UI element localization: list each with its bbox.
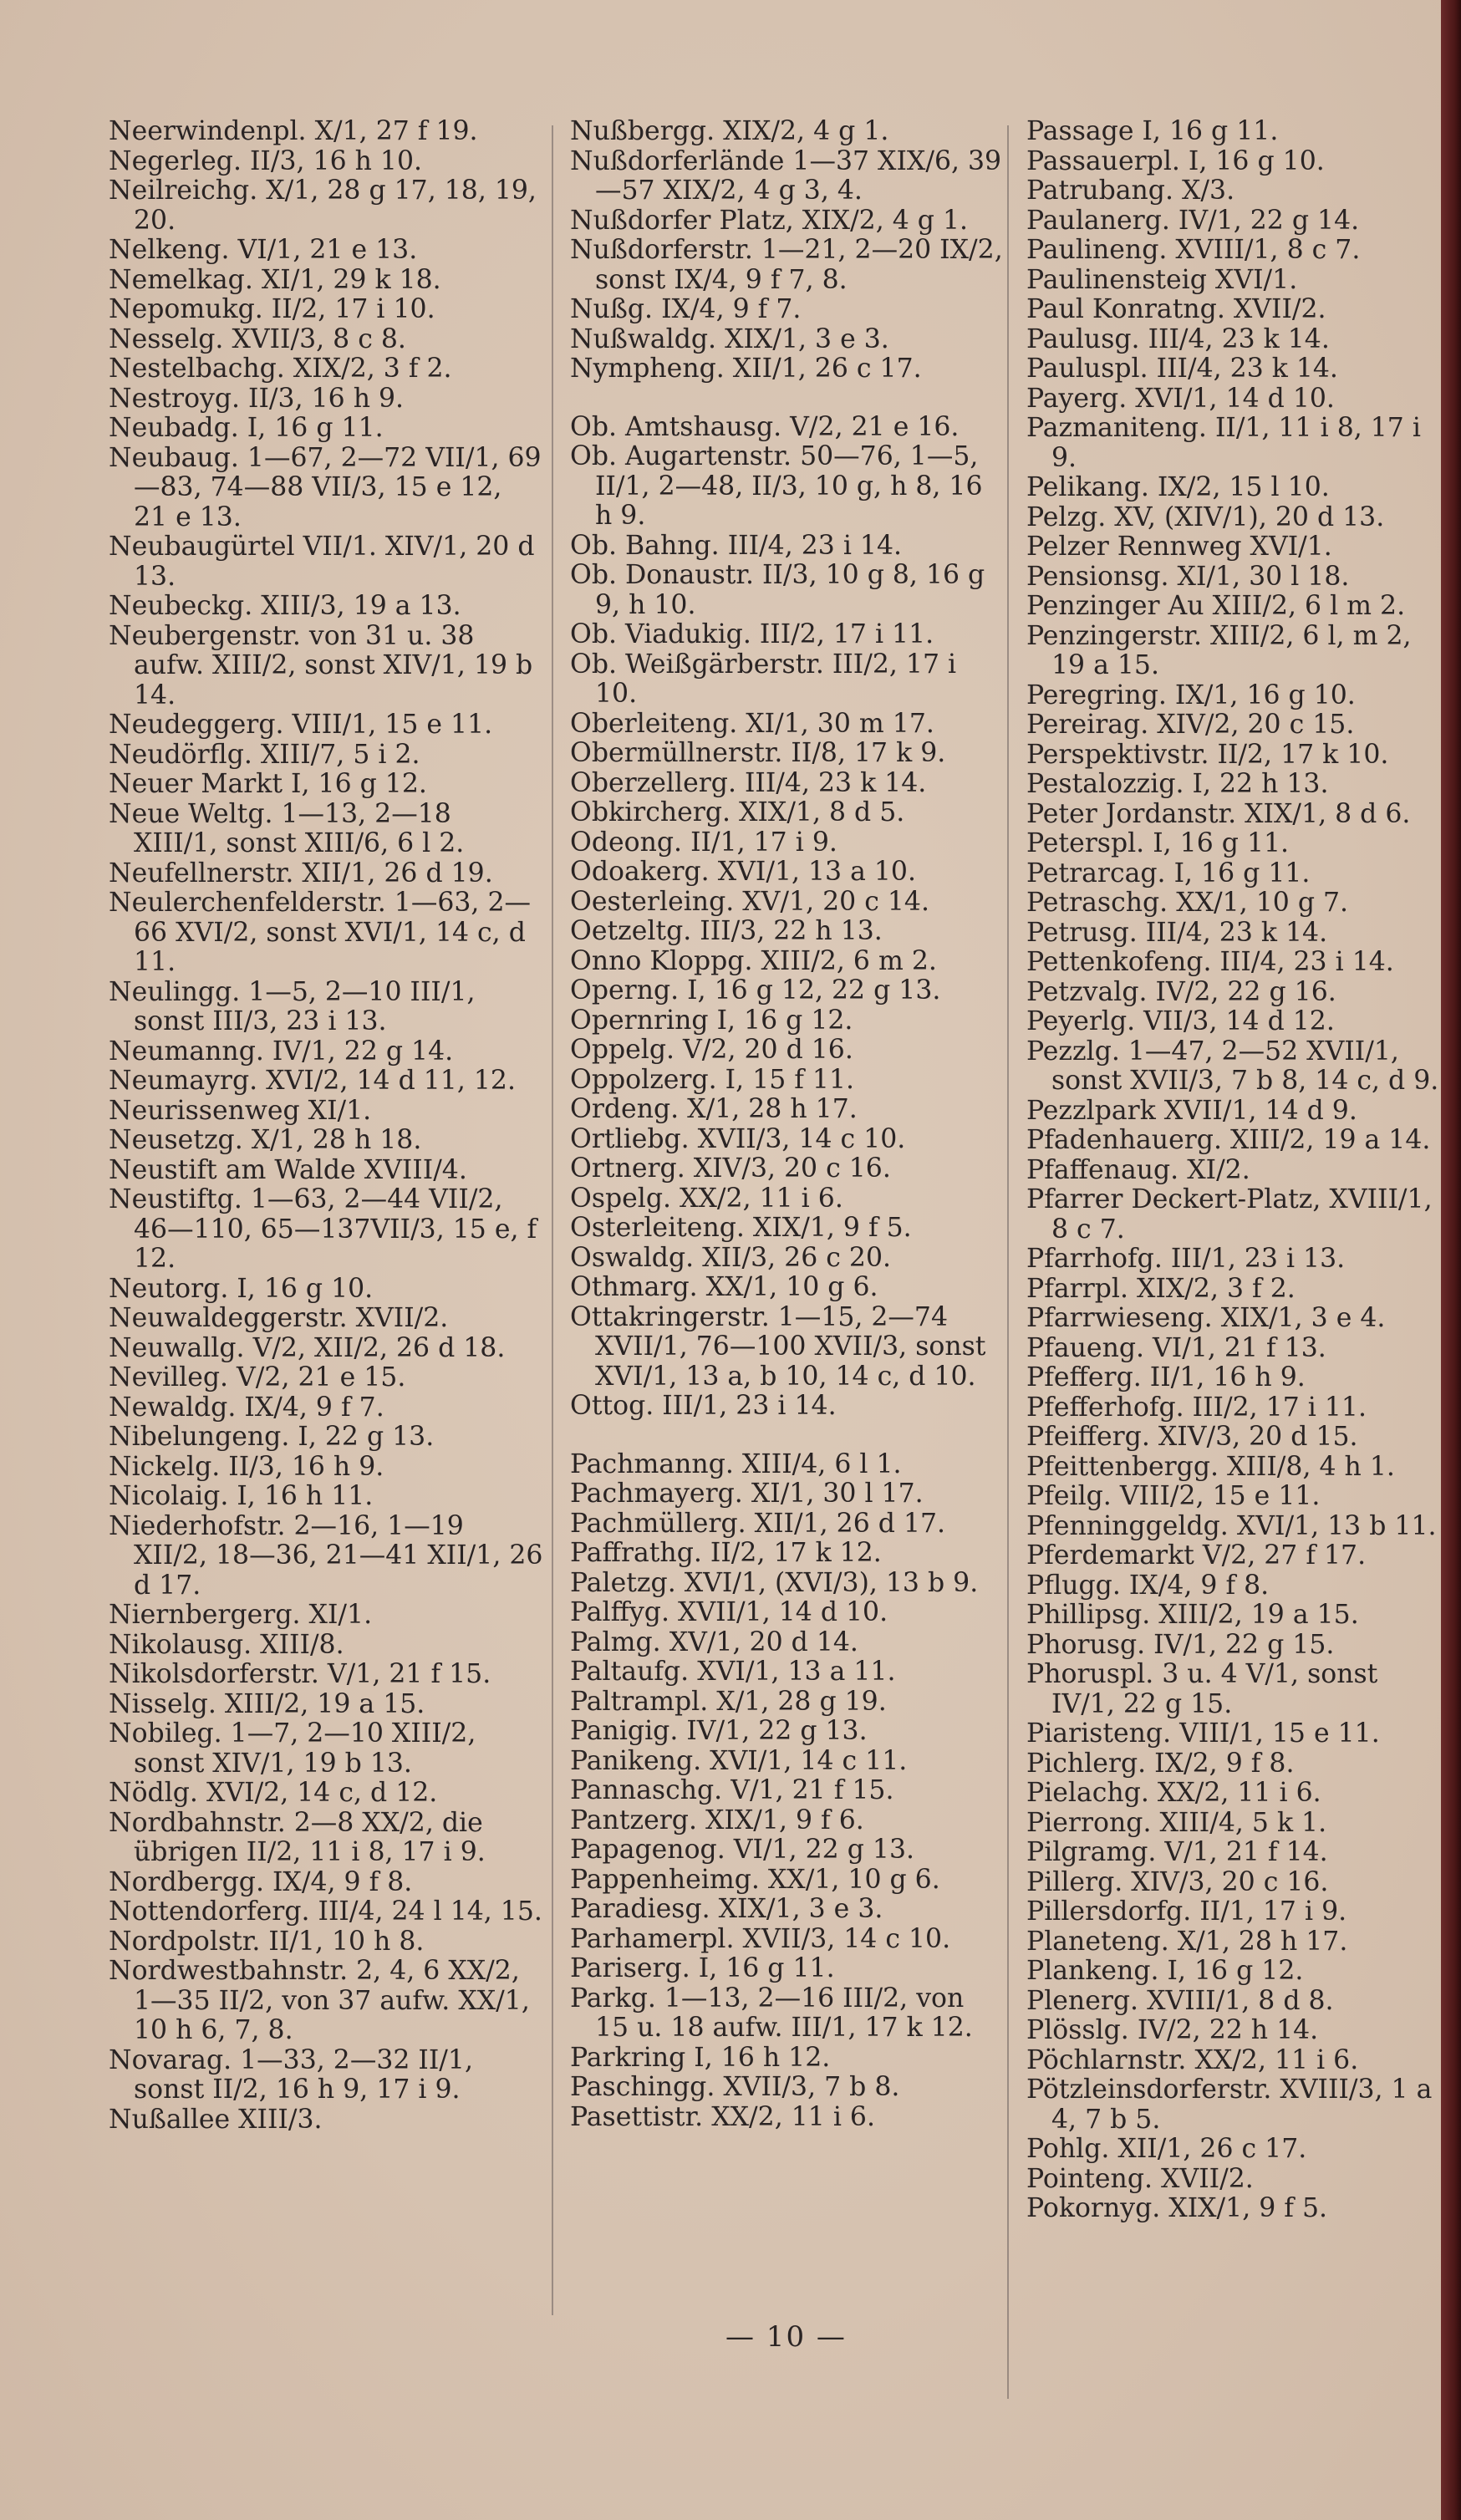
street-entry: Pillersdorfg. II/1, 17 i 9. (1026, 1896, 1347, 1927)
street-entry: Odeong. II/1, 17 i 9. (570, 827, 837, 858)
street-entry: Nickelg. II/3, 16 h 9. (109, 1451, 384, 1482)
street-entry: Neuer Markt I, 16 g 12. (109, 769, 427, 799)
street-entry: Plösslg. IV/2, 22 h 14. (1026, 2015, 1319, 2045)
street-entry: Pfaffenaug. XI/2. (1026, 1154, 1250, 1185)
street-entry: Neutorg. I, 16 g 10. (109, 1273, 374, 1304)
street-entry: Paffrathg. II/2, 17 k 12. (570, 1538, 882, 1568)
street-entry: Pfarrpl. XIX/2, 3 f 2. (1026, 1273, 1296, 1304)
street-entry: Pasettistr. XX/2, 11 i 6. (570, 2101, 875, 2132)
street-entry: Neerwindenpl. X/1, 27 f 19. (109, 116, 478, 146)
street-entry: Paletzg. XVI/1, (XVI/3), 13 b 9. (570, 1567, 979, 1598)
street-entry: Odoakerg. XVI/1, 13 a 10. (570, 857, 916, 887)
street-entry: Pfeilg. VIII/2, 15 e 11. (1026, 1481, 1321, 1511)
street-entry: Phorusg. IV/1, 22 g 15. (1026, 1629, 1335, 1660)
street-entry: Ob. Amtshausg. V/2, 21 e 16. (570, 411, 960, 442)
street-entry: Nordbahnstr. 2—8 XX/2, die übrigen II/2, 11 i 8, 17 i 9. (109, 1807, 486, 1867)
street-entry: Neudörflg. XIII/7, 5 i 2. (109, 739, 420, 770)
column-2 (570, 117, 1005, 2132)
street-entry: Pfaueng. VI/1, 21 f 13. (1026, 1332, 1326, 1363)
street-entry: Niederhofstr. 2—16, 1—19 XII/2, 18—36, 21—41 XII/1, 26 d 17. (109, 1510, 543, 1601)
street-entry: Passauerpl. I, 16 g 10. (1026, 145, 1325, 176)
street-entry: Pensionsg. XI/1, 30 l 18. (1026, 561, 1350, 592)
street-entry: Nußdorferlände 1—37 XIX/6, 39—57 XIX/2, 4 g 3, 4. (570, 145, 1002, 206)
street-entry: Palmg. XV/1, 20 d 14. (570, 1627, 858, 1657)
street-entry: Niernbergerg. XI/1. (109, 1600, 373, 1630)
street-entry: Ob. Viadukig. III/2, 17 i 11. (570, 619, 934, 649)
page-number: — 10 — (725, 2320, 847, 2354)
street-entry: Neubergenstr. von 31 u. 38 aufw. XIII/2, sonst XIV/1, 19 b 14. (109, 620, 533, 710)
street-entry: Peregring. IX/1, 16 g 10. (1026, 680, 1356, 710)
street-entry: Othmarg. XX/1, 10 g 6. (570, 1272, 878, 1302)
street-entry: Papagenog. VI/1, 22 g 13. (570, 1835, 914, 1865)
street-entry: Pezzlpark XVII/1, 14 d 9. (1026, 1095, 1357, 1126)
street-entry: Petrusg. III/4, 23 k 14. (1026, 917, 1328, 948)
street-entry: Neubaugürtel VII/1. XIV/1, 20 d 13. (109, 532, 535, 592)
street-entry: Pereirag. XIV/2, 20 c 15. (1026, 710, 1355, 740)
street-entry: Pointeng. XVII/2. (1026, 2163, 1254, 2194)
street-entry: Pappenheimg. XX/1, 10 g 6. (570, 1864, 940, 1895)
street-entry: Ortliebg. XVII/3, 14 c 10. (570, 1123, 906, 1154)
street-entry: Neubaug. 1—67, 2—72 VII/1, 69—83, 74—88 VII/3, 15 e 12, 21 e 13. (109, 442, 542, 532)
street-entry: Petzvalg. IV/2, 22 g 16. (1026, 976, 1336, 1007)
street-entry: Pfefferhofg. III/2, 17 i 11. (1026, 1392, 1367, 1423)
street-entry: Nußg. IX/4, 9 f 7. (570, 294, 802, 324)
street-entry: Ospelg. XX/2, 11 i 6. (570, 1183, 843, 1214)
street-entry: Newaldg. IX/4, 9 f 7. (109, 1392, 384, 1423)
street-entry: Pelikang. IX/2, 15 l 10. (1026, 472, 1330, 502)
street-entry: Ottakringerstr. 1—15, 2—74 XVII/1, 76—100 XVII/3, sonst XVI/1, 13 a, b 10, 14 c, d 10. (570, 1301, 986, 1392)
street-entry: Nesselg. XVII/3, 8 c 8. (109, 323, 406, 354)
street-entry: Paltaufg. XVI/1, 13 a 11. (570, 1657, 896, 1687)
street-entry: Peterspl. I, 16 g 11. (1026, 828, 1290, 858)
street-entry: Nikolsdorferstr. V/1, 21 f 15. (109, 1659, 491, 1689)
street-entry: Nußdorfer Platz, XIX/2, 4 g 1. (570, 205, 969, 236)
street-entry: Nödlg. XVI/2, 14 c, d 12. (109, 1778, 438, 1808)
street-entry: Pichlerg. IX/2, 9 f 8. (1026, 1748, 1295, 1779)
street-entry: Neurissenweg XI/1. (109, 1095, 372, 1126)
street-entry: Parkg. 1—13, 2—16 III/2, von 15 u. 18 aufw. III/1, 17 k 12. (570, 1983, 973, 2043)
street-entry: Nympheng. XII/1, 26 c 17. (570, 354, 922, 384)
street-entry: Neumanng. IV/1, 22 g 14. (109, 1036, 454, 1067)
street-entry: Pachmanng. XIII/4, 6 l 1. (570, 1448, 902, 1479)
section-o (570, 413, 1005, 1422)
street-entry: Nestroyg. II/3, 16 h 9. (109, 383, 405, 414)
street-entry: Parkring I, 16 h 12. (570, 2042, 831, 2073)
street-entry: Nisselg. XIII/2, 19 a 15. (109, 1688, 425, 1719)
street-entry: Pfarrwieseng. XIX/1, 3 e 4. (1026, 1303, 1386, 1333)
street-entry: Paschingg. XVII/3, 7 b 8. (570, 2072, 900, 2102)
street-entry: Pierrong. XIII/4, 5 k 1. (1026, 1807, 1327, 1838)
street-entry: Pflugg. IX/4, 9 f 8. (1026, 1570, 1270, 1601)
street-entry: Obermüllnerstr. II/8, 17 k 9. (570, 738, 946, 768)
street-entry: Palffyg. XVII/1, 14 d 10. (570, 1597, 888, 1627)
street-entry: Nordpolstr. II/1, 10 h 8. (109, 1926, 425, 1957)
street-entry: Plenerg. XVIII/1, 8 d 8. (1026, 1985, 1334, 2016)
street-entry: Pfenninggeldg. XVI/1, 13 b 11. (1026, 1510, 1437, 1541)
street-entry: Pfeittenbergg. XIII/8, 4 h 1. (1026, 1451, 1395, 1482)
street-entry: Oswaldg. XII/3, 26 c 20. (570, 1242, 891, 1273)
street-entry: Phoruspl. 3 u. 4 V/1, sonst IV/1, 22 g 15. (1026, 1659, 1378, 1719)
street-entry: Ordeng. X/1, 28 h 17. (570, 1094, 858, 1124)
street-entry: Pferdemarkt V/2, 27 f 17. (1026, 1540, 1367, 1571)
street-entry: Neulerchenfelderstr. 1—63, 2—66 XVI/2, sonst XVI/1, 14 c, d 11. (109, 888, 531, 977)
street-entry: Passage I, 16 g 11. (1026, 117, 1279, 146)
street-entry: Oberzellerg. III/4, 23 k 14. (570, 767, 927, 798)
street-entry: Pazmaniteng. II/1, 11 i 8, 17 i 9. (1026, 413, 1421, 473)
street-entry: Panikeng. XVI/1, 14 c 11. (570, 1745, 908, 1776)
street-entry: Ob. Augartenstr. 50—76, 1—5, II/1, 2—48, II/3, 10 g, h 8, 16 h 9. (570, 441, 983, 531)
street-entry: Neusetzg. X/1, 28 h 18. (109, 1125, 422, 1155)
street-entry: Neuwaldeggerstr. XVII/2. (109, 1303, 449, 1333)
street-entry: Parhamerpl. XVII/3, 14 c 10. (570, 1923, 951, 1954)
street-entry: Osterleiteng. XIX/1, 9 f 5. (570, 1213, 912, 1243)
column-rule-left (552, 125, 553, 2315)
street-entry: Nußdorferstr. 1—21, 2—20 IX/2, sonst IX/4, 9 f 7, 8. (570, 235, 1003, 295)
street-entry: Obkircherg. XIX/1, 8 d 5. (570, 797, 905, 827)
street-entry: Penzingerstr. XIII/2, 6 l, m 2, 19 a 15. (1026, 620, 1412, 680)
street-entry: Opernring I, 16 g 12. (570, 1005, 853, 1036)
street-entry: Pachmayerg. XI/1, 30 l 17. (570, 1479, 924, 1509)
street-entry: Paradiesg. XIX/1, 3 e 3. (570, 1894, 883, 1924)
street-entry: Peyerlg. VII/3, 14 d 12. (1026, 1006, 1335, 1036)
street-entry: Pettenkofeng. III/4, 23 i 14. (1026, 947, 1394, 977)
street-entry: Neudeggerg. VIII/1, 15 e 11. (109, 710, 493, 740)
street-entry: Nußallee XIII/3. (109, 2104, 323, 2135)
street-entry: Neumayrg. XVI/2, 14 d 11, 12. (109, 1066, 516, 1096)
street-entry: Pelzg. XV, (XIV/1), 20 d 13. (1026, 501, 1385, 532)
street-entry: Nemelkag. XI/1, 29 k 18. (109, 264, 441, 295)
street-entry: Pezzlg. 1—47, 2—52 XVII/1, sonst XVII/3, 7 b 8, 14 c, d 9. (1026, 1036, 1439, 1096)
street-entry: Phillipsg. XIII/2, 19 a 15. (1026, 1600, 1359, 1630)
street-entry: Pfadenhauerg. XIII/2, 19 a 14. (1026, 1125, 1431, 1155)
street-entry: Novarag. 1—33, 2—32 II/1, sonst II/2, 16 h 9, 17 i 9. (109, 2044, 473, 2105)
street-entry: Oppelg. V/2, 20 d 16. (570, 1035, 853, 1065)
street-entry: Paulusg. III/4, 23 k 14. (1026, 323, 1330, 354)
street-entry: Oetzeltg. III/3, 22 h 13. (570, 916, 883, 946)
street-entry: Pestalozzig. I, 22 h 13. (1026, 769, 1329, 799)
street-entry: Nelkeng. VI/1, 21 e 13. (109, 235, 418, 265)
street-entry: Perspektivstr. II/2, 17 k 10. (1026, 739, 1389, 770)
street-entry: Paulinensteig XVI/1. (1026, 264, 1298, 295)
street-entry: Ob. Weißgärberstr. III/2, 17 i 10. (570, 649, 957, 709)
street-entry: Nordwestbahnstr. 2, 4, 6 XX/2, 1—35 II/2, von 37 aufw. XX/1, 10 h 6, 7, 8. (109, 1956, 530, 2045)
street-entry: Pariserg. I, 16 g 11. (570, 1953, 835, 1983)
street-entry: Penzinger Au XIII/2, 6 l m 2. (1026, 591, 1406, 621)
street-entry: Nordbergg. IX/4, 9 f 8. (109, 1866, 413, 1897)
street-entry: Neuwallg. V/2, XII/2, 26 d 18. (109, 1332, 506, 1363)
street-entry: Panigig. IV/1, 22 g 13. (570, 1716, 868, 1746)
section-pa (570, 1450, 1005, 2133)
street-entry: Paulineng. XVIII/1, 8 c 7. (1026, 235, 1361, 265)
street-entry: Paul Konratng. XVII/2. (1026, 294, 1326, 324)
street-entry: Petraschg. XX/1, 10 g 7. (1026, 888, 1349, 918)
street-entry: Nikolausg. XIII/8. (109, 1629, 344, 1660)
column-rule-right (1007, 125, 1009, 2399)
street-entry: Pannaschg. V/1, 21 f 15. (570, 1775, 894, 1805)
street-entry: Pielachg. XX/2, 11 i 6. (1026, 1778, 1321, 1808)
street-entry: Operng. I, 16 g 12, 22 g 13. (570, 975, 941, 1005)
street-entry: Nußwaldg. XIX/1, 3 e 3. (570, 323, 889, 354)
street-entry: Nestelbachg. XIX/2, 3 f 2. (109, 354, 452, 384)
street-entry: Oppolzerg. I, 15 f 11. (570, 1064, 855, 1095)
street-entry: Ortnerg. XIV/3, 20 c 16. (570, 1153, 891, 1184)
street-entry: Payerg. XVI/1, 14 d 10. (1026, 383, 1335, 414)
street-entry: Piaristeng. VIII/1, 15 e 11. (1026, 1718, 1380, 1749)
street-entry: Pantzerg. XIX/1, 9 f 6. (570, 1805, 864, 1835)
street-entry: Pfefferg. II/1, 16 h 9. (1026, 1362, 1306, 1392)
column-1 (109, 117, 543, 2135)
street-entry: Pfeifferg. XIV/3, 20 d 15. (1026, 1422, 1358, 1452)
street-entry: Pfarrhofg. III/1, 23 i 13. (1026, 1244, 1346, 1274)
street-entry: Petrarcag. I, 16 g 11. (1026, 858, 1311, 888)
street-entry: Nottendorferg. III/4, 24 l 14, 15. (109, 1896, 542, 1927)
street-entry: Nicolaig. I, 16 h 11. (109, 1481, 374, 1511)
street-entry: Neubadg. I, 16 g 11. (109, 413, 384, 443)
street-entry: Ottog. III/1, 23 i 14. (570, 1391, 837, 1421)
street-entry: Neubeckg. XIII/3, 19 a 13. (109, 591, 461, 621)
street-entry: Nußbergg. XIX/2, 4 g 1. (570, 116, 889, 146)
street-entry: Neufellnerstr. XII/1, 26 d 19. (109, 858, 493, 888)
street-entry: Nevilleg. V/2, 21 e 15. (109, 1362, 406, 1392)
street-entry: Oberleiteng. XI/1, 30 m 17. (570, 708, 934, 739)
street-entry: Neustiftg. 1—63, 2—44 VII/2, 46—110, 65—137VII/3, 15 e, f 12. (109, 1184, 537, 1274)
street-entry: Plankeng. I, 16 g 12. (1026, 1956, 1304, 1986)
section-nu (570, 117, 1005, 384)
street-entry: Nobileg. 1—7, 2—10 XIII/2, sonst XIV/1, 19 b 13. (109, 1718, 476, 1779)
street-entry: Pilgramg. V/1, 21 f 14. (1026, 1837, 1328, 1867)
street-entry: Pötzleinsdorferstr. XVIII/3, 1 a 4, 7 b 5. (1026, 2075, 1433, 2135)
street-entry: Patrubang. X/3. (1026, 176, 1235, 206)
street-entry: Pokornyg. XIX/1, 9 f 5. (1026, 2193, 1328, 2223)
street-entry: Ob. Bahng. III/4, 23 i 14. (570, 530, 902, 561)
column-3 (1026, 117, 1444, 2224)
street-entry: Pillerg. XIV/3, 20 c 16. (1026, 1866, 1329, 1897)
street-entry: Oesterleing. XV/1, 20 c 14. (570, 886, 929, 917)
street-entry: Nepomukg. II/2, 17 i 10. (109, 294, 435, 324)
street-entry: Nibelungeng. I, 22 g 13. (109, 1422, 435, 1452)
street-entry: Ob. Donaustr. II/3, 10 g 8, 16 g 9, h 10. (570, 560, 985, 620)
street-entry: Pfarrer Deckert-Platz, XVIII/1, 8 c 7. (1026, 1184, 1433, 1245)
street-entry: Neilreichg. X/1, 28 g 17, 18, 19, 20. (109, 176, 537, 236)
street-entry: Pelzer Rennweg XVI/1. (1026, 532, 1332, 562)
street-entry: Neustift am Walde XVIII/4. (109, 1154, 467, 1185)
street-entry: Neue Weltg. 1—13, 2—18 XIII/1, sonst XIII/6, 6 l 2. (109, 798, 465, 858)
street-entry: Planeteng. X/1, 28 h 17. (1026, 1926, 1348, 1957)
street-entry: Pachmüllerg. XII/1, 26 d 17. (570, 1508, 946, 1539)
street-entry: Neulingg. 1—5, 2—10 III/1, sonst III/3, 23 i 13. (109, 976, 476, 1036)
street-entry: Paltrampl. X/1, 28 g 19. (570, 1686, 887, 1717)
street-entry: Negerleg. II/3, 16 h 10. (109, 145, 423, 176)
street-entry: Pohlg. XII/1, 26 c 17. (1026, 2134, 1307, 2164)
street-entry: Paulanerg. IV/1, 22 g 14. (1026, 205, 1360, 236)
street-entry: Peter Jordanstr. XIX/1, 8 d 6. (1026, 798, 1411, 829)
street-entry: Pauluspl. III/4, 23 k 14. (1026, 354, 1338, 384)
street-entry: Pöchlarnstr. XX/2, 11 i 6. (1026, 2044, 1359, 2075)
street-entry: Onno Kloppg. XIII/2, 6 m 2. (570, 945, 937, 976)
